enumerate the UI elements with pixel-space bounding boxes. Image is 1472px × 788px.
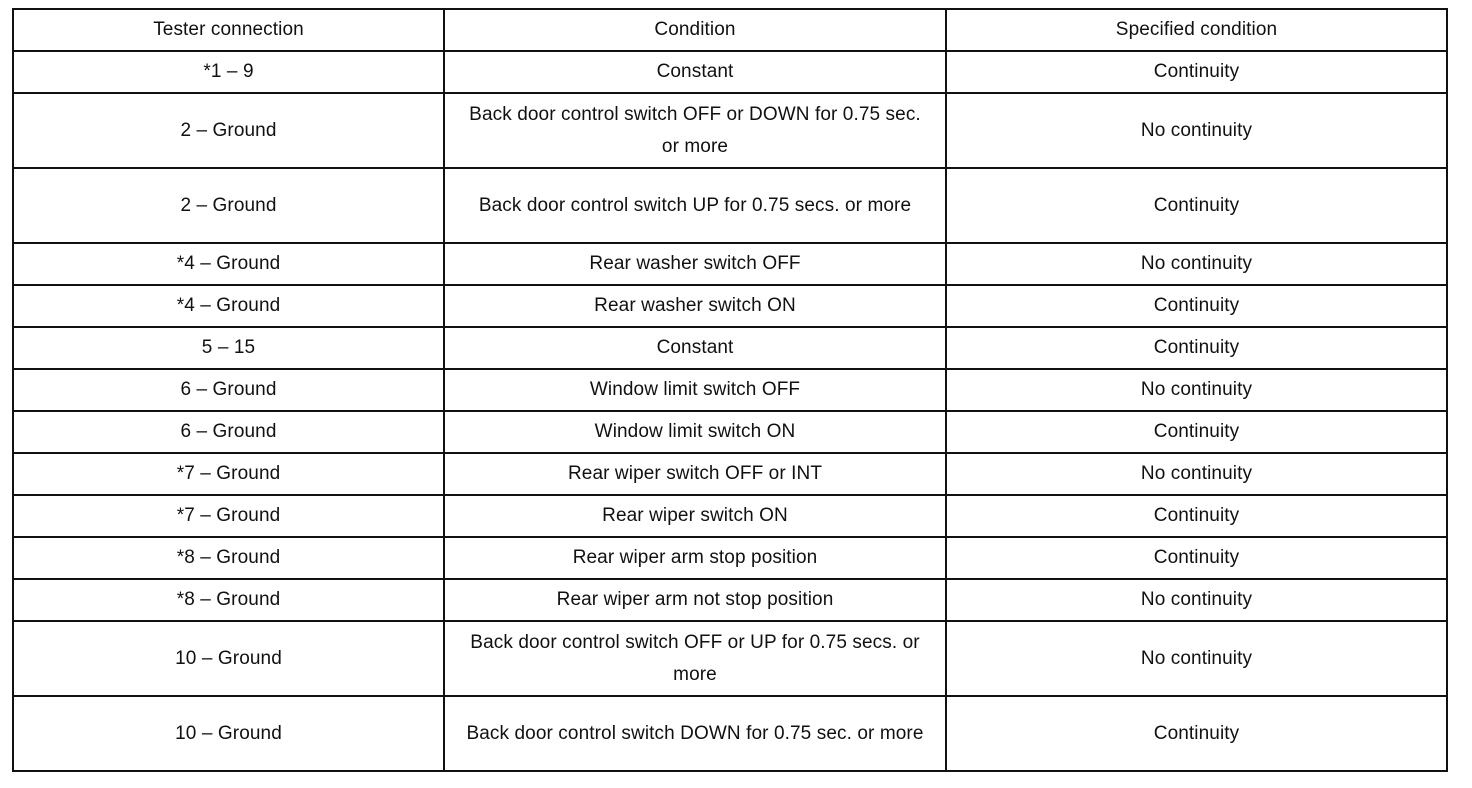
header-specified-condition: Specified condition: [946, 9, 1447, 51]
table-row: [13, 696, 1447, 771]
cell-tester-connection: *7 – Ground: [13, 453, 444, 495]
cell-specified-condition: Continuity: [946, 168, 1447, 243]
table-row: [13, 579, 1447, 621]
cell-specified-condition: Continuity: [946, 495, 1447, 537]
table-row: [13, 243, 1447, 285]
cell-specified-condition: Continuity: [946, 51, 1447, 93]
cell-condition: [444, 579, 946, 621]
cell-specified-condition: Continuity: [946, 327, 1447, 369]
cell-condition: [444, 537, 946, 579]
tester-connection-table: [12, 8, 1448, 772]
cell-condition: [444, 93, 946, 168]
header-condition: Condition: [444, 9, 946, 51]
condition-text: Back door control switch UP for 0.75 secs. or more: [478, 194, 912, 216]
table-row: [13, 453, 1447, 495]
table-row: [13, 285, 1447, 327]
cell-tester-connection: 10 – Ground: [13, 621, 444, 696]
cell-specified-condition: No continuity: [946, 243, 1447, 285]
cell-tester-connection: 5 – 15: [13, 327, 444, 369]
condition-text: Window limit switch OFF: [589, 379, 801, 400]
cell-tester-connection: 10 – Ground: [13, 696, 444, 771]
cell-tester-connection: *1 – 9: [13, 51, 444, 93]
condition-text: Rear wiper switch ON: [602, 505, 788, 526]
cell-specified-condition: No continuity: [946, 453, 1447, 495]
table-row: [13, 495, 1447, 537]
condition-text: Rear wiper arm not stop position: [556, 589, 834, 610]
cell-tester-connection: *8 – Ground: [13, 537, 444, 579]
condition-text: Constant: [656, 61, 734, 82]
condition-text: Rear washer switch ON: [594, 295, 796, 316]
condition-text: Rear washer switch OFF: [589, 253, 801, 274]
table-row: [13, 51, 1447, 93]
cell-condition: [444, 621, 946, 696]
table-row: [13, 411, 1447, 453]
table-row: [13, 168, 1447, 243]
cell-condition: [444, 168, 946, 243]
cell-tester-connection: *8 – Ground: [13, 579, 444, 621]
cell-tester-connection: *7 – Ground: [13, 495, 444, 537]
cell-specified-condition: Continuity: [946, 411, 1447, 453]
cell-specified-condition: No continuity: [946, 93, 1447, 168]
cell-specified-condition: No continuity: [946, 621, 1447, 696]
cell-tester-connection: 2 – Ground: [13, 168, 444, 243]
cell-condition: [444, 411, 946, 453]
cell-condition: [444, 243, 946, 285]
condition-text: Constant: [656, 337, 734, 358]
cell-condition: [444, 369, 946, 411]
cell-tester-connection: 6 – Ground: [13, 411, 444, 453]
cell-condition: [444, 285, 946, 327]
cell-specified-condition: Continuity: [946, 537, 1447, 579]
cell-condition: [444, 495, 946, 537]
cell-condition: [444, 696, 946, 771]
cell-condition: [444, 453, 946, 495]
condition-text: Back door control switch OFF or DOWN for 0.75 sec. or more: [469, 103, 921, 157]
table-row: [13, 369, 1447, 411]
cell-tester-connection: 6 – Ground: [13, 369, 444, 411]
cell-specified-condition: Continuity: [946, 285, 1447, 327]
condition-text: Rear wiper arm stop position: [572, 547, 818, 568]
table-row: [13, 327, 1447, 369]
cell-tester-connection: *4 – Ground: [13, 285, 444, 327]
cell-condition: [444, 327, 946, 369]
table-body: [13, 51, 1447, 771]
header-row: [13, 9, 1447, 51]
cell-specified-condition: Continuity: [946, 696, 1447, 771]
table-row: [13, 537, 1447, 579]
cell-condition: [444, 51, 946, 93]
tester-connection-table-container: [12, 8, 1448, 772]
condition-text: Rear wiper switch OFF or INT: [567, 463, 823, 484]
cell-tester-connection: 2 – Ground: [13, 93, 444, 168]
cell-specified-condition: No continuity: [946, 579, 1447, 621]
cell-tester-connection: *4 – Ground: [13, 243, 444, 285]
condition-text: Back door control switch DOWN for 0.75 sec. or more: [466, 722, 924, 744]
cell-specified-condition: No continuity: [946, 369, 1447, 411]
table-header: [13, 9, 1447, 51]
condition-text: Back door control switch OFF or UP for 0.75 secs. or more: [470, 631, 920, 685]
condition-text: Window limit switch ON: [594, 421, 796, 442]
header-tester-connection: Tester connection: [13, 9, 444, 51]
table-row: [13, 93, 1447, 168]
table-row: [13, 621, 1447, 696]
